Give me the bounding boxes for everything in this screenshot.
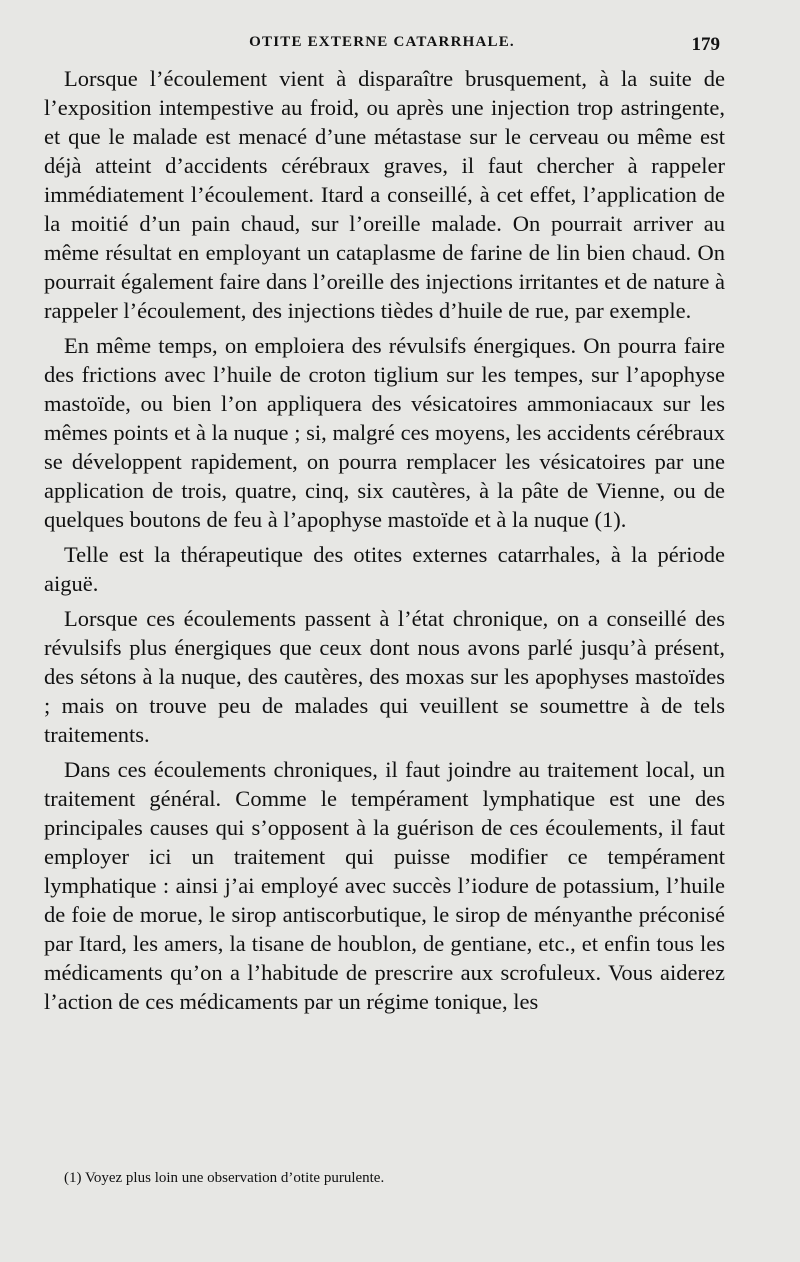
paragraph-4: Lorsque ces écoulements passent à l’état chronique, on a conseillé des révulsifs plus énergiques que ceux dont nous avons parlé jusqu’à présent, des sétons à la nuque, des cautères, des moxas sur les apophyses mastoïdes ; mais on trouve peu de malades qui veuillent se soumettre à de tels traitements. [44, 606, 725, 747]
page-header [44, 34, 720, 56]
footnote: (1) Voyez plus loin une observation d’otite purulente. [64, 1170, 385, 1186]
paragraph-2: En même temps, on emploiera des révulsifs énergiques. On pourra faire des frictions avec l’huile de croton tiglium sur les tempes, sur l’apophyse mastoïde, ou bien l’on appliquera des vésicatoires ammoniacaux sur les mêmes points et à la nuque ; si, malgré ces moyens, les accidents cérébraux se développent rapidement, on pourra remplacer les vésicatoires par une application de trois, quatre, cinq, six cautères, à la pâte de Vienne, ou de quelques boutons de feu à l’apophyse mastoïde et à la nuque (1). [44, 333, 725, 532]
paragraph-5: Dans ces écoulements chroniques, il faut joindre au traitement local, un traitement général. Comme le tempérament lymphatique est une des principales causes qui s’opposent à la guérison de ces écoulements, il faut employer ici un traitement qui puisse modifier ce tempérament lymphatique : ainsi j’ai employé avec succès l’iodure de potassium, l’huile de foie de morue, le sirop antiscorbutique, le sirop de ményanthe préconisé par Itard, les amers, la tisane de houblon, de gentiane, etc., et enfin tous les médicaments qu’on a l’habitude de prescrire aux scrofuleux. Vous aiderez l’action de ces médicaments par un régime tonique, les [44, 757, 725, 1014]
body-text [44, 64, 725, 1022]
page-number: 179 [691, 34, 720, 55]
paragraph-1: Lorsque l’écoulement vient à disparaître brusquement, à la suite de l’exposition intempestive au froid, ou après une injection trop astringente, et que le malade est menacé d’une métastase sur le cerveau ou même est déjà atteint d’accidents cérébraux graves, il faut chercher à rappeler immédiatement l’écoulement. Itard a conseillé, à cet effet, l’application de la moitié d’un pain chaud, sur l’oreille malade. On pourrait arriver au même résultat en employant un cataplasme de farine de lin bien chaud. On pourrait également faire dans l’oreille des injections irritantes et de nature à rappeler l’écoulement, des injections tièdes d’huile de rue, par exemple. [44, 66, 725, 323]
paragraph-3: Telle est la thérapeutique des otites externes catarrhales, à la période aiguë. [44, 542, 725, 596]
running-title: OTITE EXTERNE CATARRHALE. [249, 34, 515, 50]
